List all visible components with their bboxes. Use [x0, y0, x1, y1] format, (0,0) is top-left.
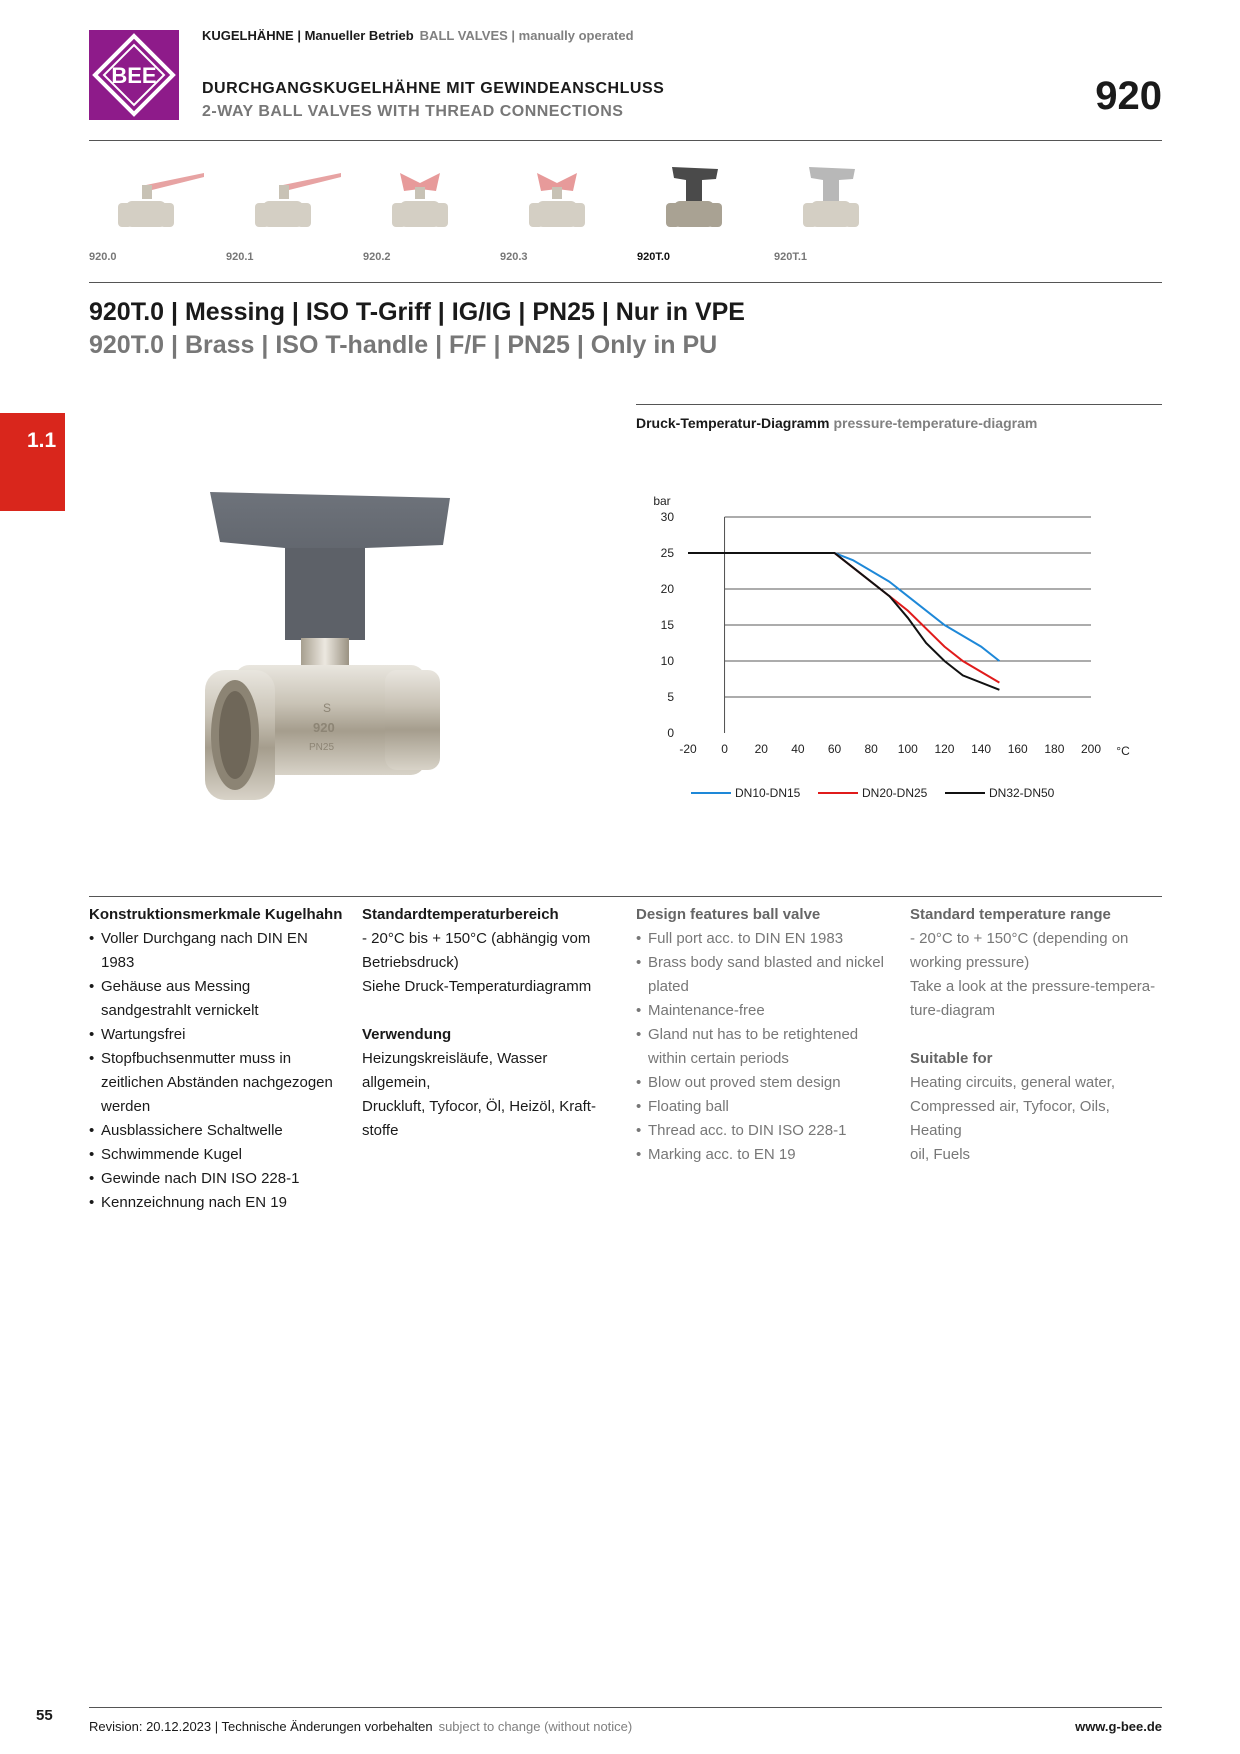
variant-code: 920.2	[363, 251, 391, 263]
x-tick-label: 80	[864, 742, 878, 756]
breadcrumb-en: BALL VALVES | manually operated	[419, 28, 634, 43]
valve-butterfly-icon	[378, 163, 488, 243]
thumbnails-divider	[89, 282, 1162, 283]
chart-svg	[636, 480, 1156, 820]
legend-label: DN32-DN50	[989, 786, 1055, 800]
variant-code: 920.0	[89, 251, 117, 263]
ball-valve-t-handle-icon	[205, 490, 455, 810]
product-title-de: 920T.0 | Messing | ISO T-Griff | IG/IG | PN25 | Nur in VPE	[89, 298, 745, 326]
revision-note	[89, 1719, 632, 1734]
std-temp-heading-en: Standard temperature range	[910, 906, 1111, 923]
hero-marking-1: S	[323, 701, 332, 715]
x-tick-label: 100	[897, 742, 918, 756]
design-item: • Brass body sand blasted and nickel plated	[636, 951, 891, 999]
std-temp-text-en-3: Take a look at the pressure-tempera-	[910, 978, 1156, 995]
bee-logo-icon	[89, 30, 179, 120]
legend-label: DN20-DN25	[862, 786, 928, 800]
hero-marking-3: PN25	[309, 742, 335, 753]
x-tick-label: -20	[679, 742, 697, 756]
variant-thumbnail[interactable]	[363, 155, 493, 265]
page-title-en: 2-WAY BALL VALVES WITH THREAD CONNECTIONS	[202, 103, 624, 120]
variant-thumbnail[interactable]	[774, 155, 904, 265]
suitable-text-en-1: Heating circuits, general water,	[910, 1074, 1116, 1091]
y-tick-label: 0	[667, 726, 674, 740]
valve-t-handle-icon	[652, 163, 762, 243]
features-divider	[89, 896, 1162, 897]
hero-marking-2: 920	[313, 720, 335, 735]
chart-title	[636, 415, 1037, 431]
design-item: • Marking acc. to EN 19	[636, 1143, 891, 1167]
design-features-column	[636, 903, 891, 1167]
temperature-usage-column-de	[362, 903, 617, 1143]
variant-thumbnail[interactable]	[89, 155, 219, 265]
design-item: • Full port acc. to DIN EN 1983	[636, 927, 891, 951]
y-tick-label: 25	[660, 546, 674, 560]
series-line-dn32-dn50	[688, 553, 999, 690]
std-temp-text-de-3: Siehe Druck-Temperaturdiagramm	[362, 978, 592, 995]
design-item: • Floating ball	[636, 1095, 891, 1119]
revision-de: Revision: 20.12.2023 | Technische Änderungen vorbehalten	[89, 1719, 433, 1734]
x-tick-label: 0	[721, 742, 728, 756]
construction-item: • Wartungsfrei	[89, 1023, 344, 1047]
std-temp-text-en-4: ture-diagram	[910, 1002, 996, 1019]
variant-thumbnail[interactable]	[637, 155, 767, 265]
x-tick-label: 160	[1007, 742, 1028, 756]
logo-text: BEE	[111, 63, 157, 88]
variant-thumbnail[interactable]	[500, 155, 630, 265]
construction-item: • Kennzeichnung nach EN 19	[89, 1191, 344, 1215]
legend-label: DN10-DN15	[735, 786, 801, 800]
construction-item: • Gewinde nach DIN ISO 228-1	[89, 1167, 344, 1191]
series-line-dn20-dn25	[688, 553, 999, 683]
x-tick-label: 200	[1080, 742, 1102, 756]
usage-text-de-2: Druckluft, Tyfocor, Öl, Heizöl, Kraft-	[362, 1098, 596, 1115]
footer-divider	[89, 1707, 1162, 1708]
variant-code: 920.3	[500, 251, 528, 263]
chart-title-de: Druck-Temperatur-Diagramm	[636, 415, 830, 431]
suitable-text-en-2: Compressed air, Tyfocor, Oils, Heating	[910, 1098, 1110, 1139]
valve-t-handle-icon	[789, 163, 899, 243]
design-list	[636, 927, 891, 1167]
page-number: 55	[36, 1707, 53, 1724]
construction-item: • Voller Durchgang nach DIN EN 1983	[89, 927, 344, 975]
product-image	[205, 490, 455, 815]
design-item: • Maintenance-free	[636, 999, 891, 1023]
y-tick-label: 10	[660, 654, 674, 668]
section-tab	[0, 413, 65, 511]
valve-butterfly-icon	[515, 163, 625, 243]
design-item: • Thread acc. to DIN ISO 228-1	[636, 1119, 891, 1143]
header-divider	[89, 140, 1162, 141]
construction-item: • Ausblassichere Schaltwelle	[89, 1119, 344, 1143]
construction-features-column	[89, 903, 344, 1215]
variant-thumbnails	[89, 155, 909, 265]
y-tick-label: 30	[660, 510, 674, 524]
design-item: • Gland nut has to be retightened within certain periods	[636, 1023, 891, 1071]
std-temp-text-en-1: - 20°C to + 150°C (depending on	[910, 930, 1129, 947]
breadcrumb-de: KUGELHÄHNE | Manueller Betrieb	[202, 28, 414, 43]
x-tick-label: 180	[1044, 742, 1065, 756]
x-tick-label: 60	[827, 742, 842, 756]
temperature-usage-column-en	[910, 903, 1165, 1167]
x-tick-label: 40	[791, 742, 805, 756]
breadcrumb	[202, 28, 634, 43]
y-axis-label: bar	[653, 494, 671, 508]
pressure-temperature-chart	[636, 480, 1156, 825]
revision-en: subject to change (without notice)	[438, 1719, 633, 1734]
chart-divider	[636, 404, 1162, 405]
construction-item: • Gehäuse aus Messing sandgestrahlt vernickelt	[89, 975, 344, 1023]
construction-item: • Schwimmende Kugel	[89, 1143, 344, 1167]
design-heading: Design features ball valve	[636, 906, 821, 923]
series-line-dn10-dn15	[688, 553, 999, 661]
x-tick-label: 140	[971, 742, 992, 756]
usage-text-de-3: stoffe	[362, 1122, 399, 1139]
x-tick-label: 120	[934, 742, 955, 756]
construction-list	[89, 927, 344, 1215]
variant-code: 920.1	[226, 251, 254, 263]
std-temp-text-de-1: - 20°C bis + 150°C (abhängig vom	[362, 930, 591, 947]
page-title-de: DURCHGANGSKUGELHÄHNE MIT GEWINDEANSCHLUSS	[202, 80, 665, 97]
section-tab-label: 1.1	[27, 429, 57, 452]
valve-lever-icon	[241, 163, 351, 243]
suitable-text-en-3: oil, Fuels	[910, 1146, 971, 1163]
construction-heading: Konstruktionsmerkmale Kugelhahn	[89, 906, 343, 923]
variant-code: 920T.1	[774, 251, 808, 263]
y-tick-label: 5	[667, 690, 674, 704]
usage-heading-de: Verwendung	[362, 1026, 452, 1043]
brand-logo	[89, 30, 179, 120]
suitable-heading-en: Suitable for	[910, 1050, 993, 1067]
page-code: 920	[1095, 74, 1162, 118]
product-title-en: 920T.0 | Brass | ISO T-handle | F/F | PN25 | Only in PU	[89, 331, 718, 359]
x-axis-label: °C	[1116, 744, 1130, 758]
design-item: • Blow out proved stem design	[636, 1071, 891, 1095]
variant-code: 920T.0	[637, 251, 671, 263]
x-tick-label: 20	[754, 742, 768, 756]
chart-title-en: pressure-temperature-diagram	[833, 415, 1038, 431]
website-link[interactable]: www.g-bee.de	[1075, 1719, 1162, 1734]
std-temp-text-de-2: Betriebsdruck)	[362, 954, 459, 971]
std-temp-text-en-2: working pressure)	[910, 954, 1030, 971]
std-temp-heading-de: Standardtemperaturbereich	[362, 906, 559, 923]
y-tick-label: 15	[660, 618, 674, 632]
construction-item: • Stopfbuchsenmutter muss in zeitlichen Abständen nachgezogen werden	[89, 1047, 344, 1119]
usage-text-de-1: Heizungskreisläufe, Wasser allgemein,	[362, 1050, 548, 1091]
valve-lever-icon	[104, 163, 214, 243]
variant-thumbnail[interactable]	[226, 155, 356, 265]
y-tick-label: 20	[660, 582, 674, 596]
